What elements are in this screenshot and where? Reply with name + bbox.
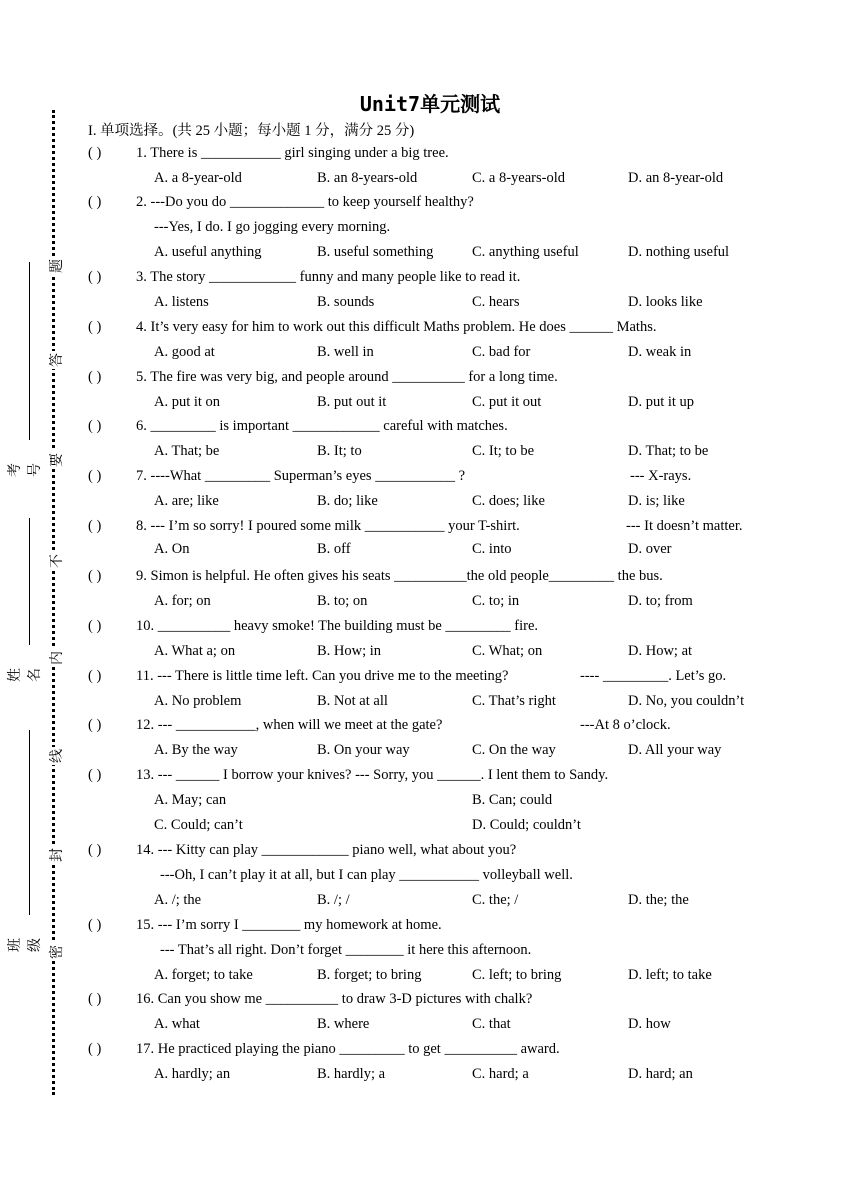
answer-option[interactable]: C. On the way	[472, 742, 556, 758]
answer-option[interactable]: B. sounds	[317, 294, 375, 310]
answer-option[interactable]: A. are; like	[154, 493, 219, 509]
answer-option[interactable]: D. hard; an	[628, 1066, 693, 1082]
answer-option[interactable]: D. All your way	[628, 742, 722, 758]
answer-option[interactable]: D. nothing useful	[628, 244, 730, 260]
answer-option[interactable]: B. Can; could	[472, 792, 553, 808]
section-heading: I. 单项选择。(共 25 小题；每小题 1 分，满分 25 分)	[88, 123, 415, 139]
seal-char: 封	[49, 848, 65, 862]
question-stem: 3. The story ____________ funny and many people like to read it.	[136, 269, 521, 285]
question-stem: 8. --- I’m so sorry! I poured some milk ___________ your T-shirt.	[136, 518, 520, 534]
question-stem: 4. It’s very easy for him to work out this difficult Maths problem. He does ______ Maths.	[136, 319, 657, 335]
answer-option[interactable]: A. put it on	[154, 394, 221, 410]
answer-option[interactable]: C. to; in	[472, 593, 520, 609]
answer-option[interactable]: C. a 8-years-old	[472, 170, 566, 186]
answer-option[interactable]: A. What a; on	[154, 643, 236, 659]
answer-option[interactable]: B. useful something	[317, 244, 434, 260]
answer-option[interactable]: D. how	[628, 1016, 671, 1032]
answer-option[interactable]: D. to; from	[628, 593, 693, 609]
question-stem: 11. --- There is little time left. Can you drive me to the meeting?	[136, 668, 509, 684]
answer-option[interactable]: D. No, you couldn’t	[628, 693, 745, 709]
question-reply: ---- _________. Let’s go.	[580, 668, 727, 684]
answer-option[interactable]: A. No problem	[154, 693, 242, 709]
answer-option[interactable]: D. That; to be	[628, 443, 709, 459]
answer-option[interactable]: B. do; like	[317, 493, 378, 509]
page-title: Unit7单元测试	[359, 92, 501, 116]
question-reply: ---At 8 o’clock.	[580, 717, 671, 733]
answer-option[interactable]: C. put it out	[472, 394, 542, 410]
answer-bracket[interactable]: ( )	[88, 842, 102, 858]
answer-bracket[interactable]: ( )	[88, 717, 102, 733]
answer-option[interactable]: D. weak in	[628, 344, 692, 360]
question-stem: 13. --- ______ I borrow your knives? --- Sorry, you ______. I lent them to Sandy.	[136, 767, 609, 783]
answer-option[interactable]: A. forget; to take	[154, 967, 253, 983]
answer-bracket[interactable]: ( )	[88, 917, 102, 933]
answer-bracket[interactable]: ( )	[88, 991, 102, 1007]
answer-option[interactable]: D. the; the	[628, 892, 689, 908]
seal-char: 内	[49, 651, 65, 665]
seal-char: 题	[49, 259, 65, 273]
answer-bracket[interactable]: ( )	[88, 568, 102, 584]
answer-option[interactable]: C. Could; can’t	[154, 817, 243, 833]
question-dialog-line: ---Oh, I can’t play it at all, but I can play ___________ volleyball well.	[160, 867, 573, 883]
answer-option[interactable]: C. What; on	[472, 643, 543, 659]
question-stem: 7. ----What _________ Superman’s eyes ___________ ?	[136, 468, 466, 484]
answer-option[interactable]: C. left; to bring	[472, 967, 562, 983]
margin-label: 姓名	[7, 668, 43, 682]
seal-char: 线	[49, 749, 65, 763]
answer-option[interactable]: A. On	[154, 541, 190, 557]
answer-option[interactable]: C. into	[472, 541, 512, 557]
answer-option[interactable]: D. over	[628, 541, 672, 557]
answer-bracket[interactable]: ( )	[88, 269, 102, 285]
answer-option[interactable]: A. By the way	[154, 742, 238, 758]
answer-option[interactable]: B. On your way	[317, 742, 410, 758]
answer-option[interactable]: C. hears	[472, 294, 520, 310]
question-stem: 5. The fire was very big, and people around __________ for a long time.	[136, 369, 558, 385]
answer-option[interactable]: A. good at	[154, 344, 215, 360]
answer-option[interactable]: C. does; like	[472, 493, 545, 509]
answer-option[interactable]: D. put it up	[628, 394, 695, 410]
seal-char: 答	[49, 353, 65, 367]
answer-bracket[interactable]: ( )	[88, 1041, 102, 1057]
answer-bracket[interactable]: ( )	[88, 319, 102, 335]
question-dialog-line: ---Yes, I do. I go jogging every morning.	[154, 219, 391, 235]
answer-bracket[interactable]: ( )	[88, 418, 102, 434]
answer-option[interactable]: D. looks like	[628, 294, 703, 310]
answer-option[interactable]: B. hardly; a	[317, 1066, 386, 1082]
question-reply: --- It doesn’t matter.	[626, 518, 743, 534]
answer-option[interactable]: A. May; can	[154, 792, 227, 808]
answer-option[interactable]: C. It; to be	[472, 443, 535, 459]
answer-bracket[interactable]: ( )	[88, 668, 102, 684]
answer-option[interactable]: B. /; /	[317, 892, 350, 908]
seal-char: 不	[49, 554, 65, 568]
question-reply: --- X-rays.	[630, 468, 692, 484]
answer-option[interactable]: B. put out it	[317, 394, 387, 410]
answer-option[interactable]: C. that	[472, 1016, 511, 1032]
answer-option[interactable]: C. anything useful	[472, 244, 579, 260]
answer-option[interactable]: B. It; to	[317, 443, 362, 459]
question-stem: 14. --- Kitty can play ____________ piano well, what about you?	[136, 842, 517, 858]
answer-option[interactable]: C. the; /	[472, 892, 519, 908]
answer-bracket[interactable]: ( )	[88, 194, 102, 210]
answer-option[interactable]: A. hardly; an	[154, 1066, 231, 1082]
answer-option[interactable]: A. listens	[154, 294, 209, 310]
answer-option[interactable]: A. what	[154, 1016, 200, 1032]
seal-char: 密	[49, 945, 65, 959]
answer-bracket[interactable]: ( )	[88, 767, 102, 783]
answer-option[interactable]: A. useful anything	[154, 244, 262, 260]
answer-option[interactable]: A. a 8-year-old	[154, 170, 242, 186]
answer-option[interactable]: D. How; at	[628, 643, 693, 659]
answer-bracket[interactable]: ( )	[88, 145, 102, 161]
answer-option[interactable]: A. /; the	[154, 892, 202, 908]
answer-option[interactable]: A. That; be	[154, 443, 220, 459]
answer-option[interactable]: A. for; on	[154, 593, 211, 609]
answer-option[interactable]: C. That’s right	[472, 693, 556, 709]
answer-option[interactable]: B. well in	[317, 344, 374, 360]
answer-option[interactable]: B. an 8-years-old	[317, 170, 418, 186]
question-stem: 16. Can you show me __________ to draw 3-D pictures with chalk?	[136, 991, 533, 1007]
margin-label: 班级	[7, 938, 43, 952]
answer-option[interactable]: B. forget; to bring	[317, 967, 422, 983]
answer-option[interactable]: B. Not at all	[317, 693, 388, 709]
answer-option[interactable]: B. where	[317, 1016, 370, 1032]
answer-option[interactable]: B. to; on	[317, 593, 368, 609]
question-stem: 10. __________ heavy smoke! The building must be _________ fire.	[136, 618, 539, 634]
question-dialog-line: --- That’s all right. Don’t forget ________ it here this afternoon.	[160, 942, 532, 958]
answer-option[interactable]: D. an 8-year-old	[628, 170, 724, 186]
seal-char: 要	[49, 453, 65, 467]
answer-option[interactable]: B. off	[317, 541, 351, 557]
answer-bracket[interactable]: ( )	[88, 618, 102, 634]
answer-option[interactable]: D. left; to take	[628, 967, 712, 983]
question-stem: 6. _________ is important ____________ careful with matches.	[136, 418, 508, 434]
answer-bracket[interactable]: ( )	[88, 468, 102, 484]
question-stem: 17. He practiced playing the piano _________ to get __________ award.	[136, 1041, 560, 1057]
question-stem: 9. Simon is helpful. He often gives his seats __________the old people_________ the bus.	[136, 568, 663, 584]
answer-option[interactable]: B. How; in	[317, 643, 382, 659]
question-stem: 2. ---Do you do _____________ to keep yourself healthy?	[136, 194, 474, 210]
answer-option[interactable]: C. bad for	[472, 344, 531, 360]
answer-bracket[interactable]: ( )	[88, 518, 102, 534]
question-stem: 1. There is ___________ girl singing under a big tree.	[136, 145, 449, 161]
answer-option[interactable]: C. hard; a	[472, 1066, 529, 1082]
answer-option[interactable]: D. is; like	[628, 493, 685, 509]
margin-label: 考号	[7, 463, 43, 477]
answer-bracket[interactable]: ( )	[88, 369, 102, 385]
question-stem: 12. --- ___________, when will we meet at the gate?	[136, 717, 443, 733]
question-stem: 15. --- I’m sorry I ________ my homework at home.	[136, 917, 442, 933]
answer-option[interactable]: D. Could; couldn’t	[472, 817, 581, 833]
